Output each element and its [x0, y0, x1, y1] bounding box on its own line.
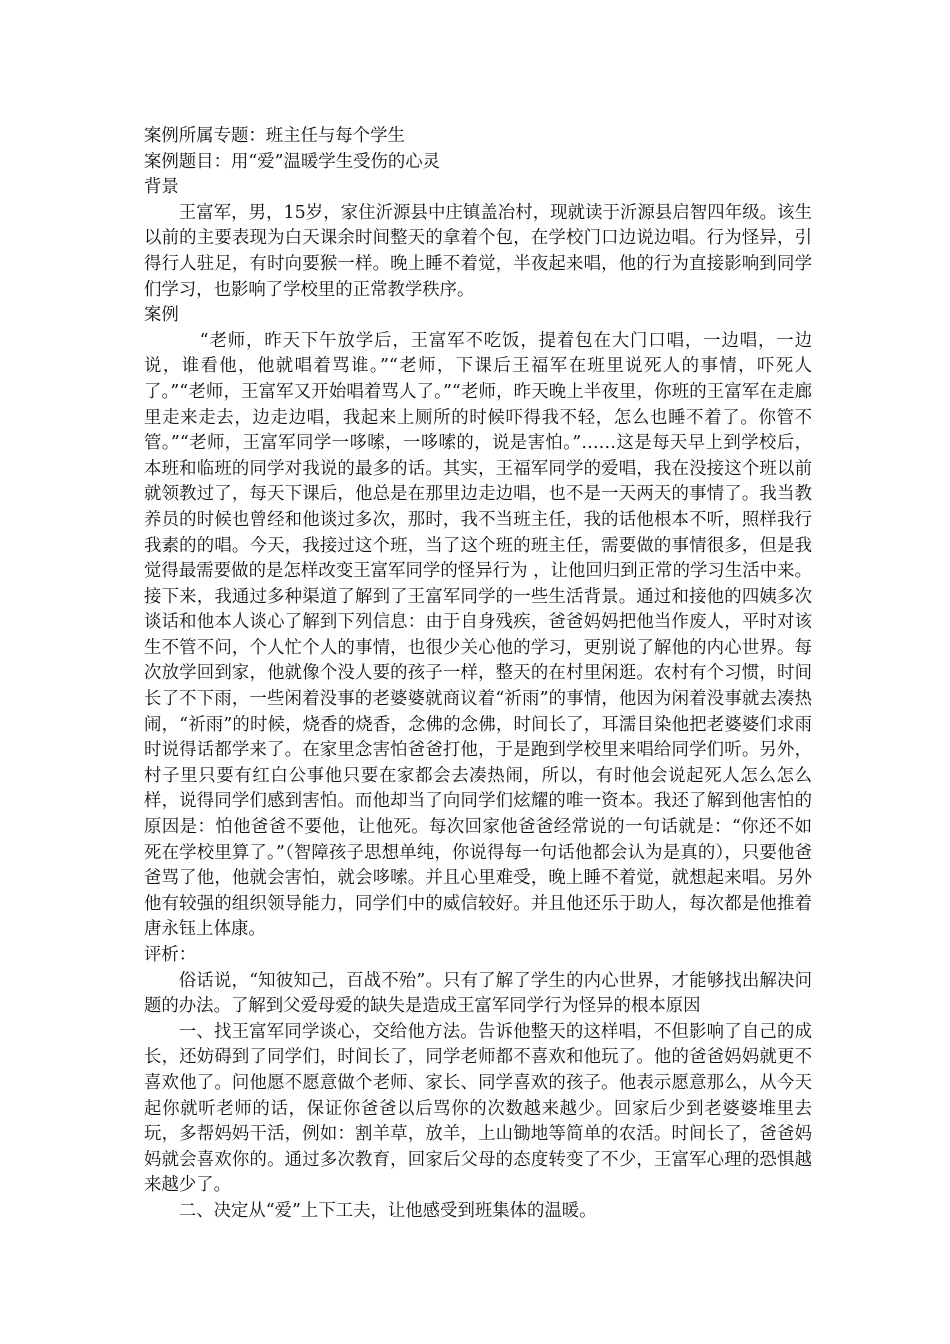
- document-body: [144, 124, 812, 1225]
- comment-paragraph: 俗话说，“知彼知己，百战不殆”。只有了解了学生的内心世界，才能够找出解决问题的办法。了解到父爱母爱的缺失是造成王富军同学行为怪异的根本原因: [144, 970, 812, 1017]
- section-heading-background: 背景: [144, 177, 179, 198]
- topic-line: 案例所属专题：班主任与每个学生: [144, 126, 405, 146]
- point-two-paragraph: 二、决定从“爱”上下工夫，让他感受到班集体的温暖。: [178, 1200, 597, 1221]
- case-paragraph: “老师，昨天下午放学后，王富军不吃饭，提着包在大门口唱，一边唱，一边说，谁看他，他就唱着骂谁。”“老师，下课后王福军在班里说死人的事情，吓死人了。”“老师，王富军又开始唱着骂人了。”“老师，昨天晚上半夜里，你班的王富军在走廊里走来走去，边走边唱，我起来上厕所的时候吓得我不轻，怎么也睡不着了。你管不管。”“老师，王富军同学一哆嗦，一哆嗦的，说是害怕。”……这是每天早上到学校后，本班和临班的同学对我说的最多的话。其实，王福军同学的爱唱，我在没接这个班以前就领教过了，每天下课后，他总是在那里边走边唱，也不是一天两天的事情了。我当教养员的时候也曾经和他谈过多次，那时，我不当班主任，我的话他根本不听，照样我行我素的的唱。今天，我接过这个班，当了这个班的班主任，需要做的事情很多，但是我觉得最需要做的是怎样改变王富军同学的怪异行为 ，让他回归到正常的学习生活中来。接下来，我通过多种渠道了解到了王富军同学的一些生活背景。通过和接他的四姨多次谈话和他本人谈心了解到下列信息：由于自身残疾，爸爸妈妈把他当作废人，平时对该生不管不问，个人忙个人的事情，也很少关心他的学习，更别说了解他的内心世界。每次放学回到家，他就像个没人要的孩子一样，整天的在村里闲逛。农村有个习惯，时间长了不下雨，一些闲着没事的老婆婆就商议着“祈雨”的事情，他因为闲着没事就去凑热闹，“祈雨”的时候，烧香的烧香，念佛的念佛，时间长了，耳濡目染他把老婆婆们求雨时说得话都学来了。在家里念害怕爸爸打他，于是跑到学校里来唱给同学们听。另外，村子里只要有红白公事他只要在家都会去凑热闹，所以，有时他会说起死人怎么怎么样，说得同学们感到害怕。而他却当了向同学们炫耀的唯一资本。我还了解到他害怕的原因是：怕他爸爸不要他，让他死。每次回家他爸爸经常说的一句话就是：“你还不如死在学校里算了。”（智障孩子思想单纯，你说得每一句话他都会认为是真的），只要他爸爸骂了他，他就会害怕，就会哆嗦。并且心里难受，晚上睡不着觉，就想起来唱。另外他有较强的组织领导能力，同学们中的威信较好。并且他还乐于助人，每次都是他推着唐永钰上体康。: [144, 330, 812, 940]
- background-paragraph: 王富军，男，15岁，家住沂源县中庄镇盖冶村，现就读于沂源县启智四年级。该生以前的主要表现为白天课余时间整天的拿着个包，在学校门口边说边唱。行为怪异，引得行人驻足，有时向要猴一样。晚上睡不着觉，半夜起来唱，他的行为直接影响到同学们学习，也影响了学校里的正常教学秩序。: [144, 202, 812, 300]
- section-heading-case: 案例: [144, 305, 179, 326]
- section-heading-comment: 评析：: [144, 945, 197, 965]
- point-one-paragraph: 一、找王富军同学谈心，交给他方法。告诉他整天的这样唱，不但影响了自己的成长，还妨碍到了同学们，时间长了，同学老师都不喜欢和他玩了。他的爸爸妈妈就更不喜欢他了。问他愿不愿意做个老师、家长、同学喜欢的孩子。他表示愿意那么，从今天起你就听老师的话，保证你爸爸以后骂你的次数越来越少。回家后少到老婆婆堆里去玩，多帮妈妈干活，例如：割羊草，放羊，上山锄地等简单的农活。时间长了，爸爸妈妈就会喜欢你的。通过多次教育，回家后父母的态度转变了不少，王富军心理的恐惧越来越少了。: [144, 1021, 812, 1196]
- title-line: 案例题目：用“爱”温暖学生受伤的心灵: [144, 151, 441, 172]
